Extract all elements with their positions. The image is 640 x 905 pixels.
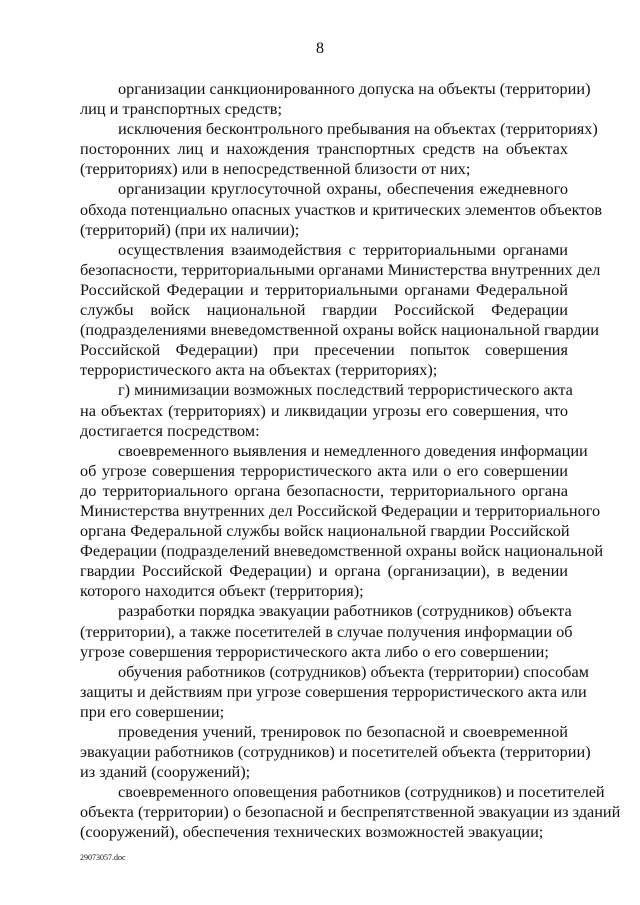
paragraph [80, 722, 591, 782]
paragraph-line: осуществления взаимодействия с территориальными органами [118, 239, 568, 259]
paragraph [80, 119, 598, 179]
paragraph-line: (подразделениями вневедомственной охраны войск национальной гвардии [80, 320, 600, 340]
paragraph [80, 79, 591, 119]
paragraph-line: гвардии Российской Федерации) и органа (организации), в ведении [80, 561, 568, 581]
paragraph-line: (территории), а также посетителей в случае получения информации об [80, 621, 573, 641]
paragraph [80, 239, 601, 381]
document-body [80, 79, 621, 843]
paragraph-line: безопасности, территориальными органами Министерства внутренних дел [80, 259, 601, 279]
paragraph [80, 179, 603, 239]
paragraph-line: Федерации (подразделений вневедомственной охраны войск национальной [80, 541, 604, 561]
paragraph-line: организации санкционированного допуска на объекты (территории) [118, 79, 591, 98]
paragraph-line: организации круглосуточной охраны, обеспечения ежедневного [118, 179, 568, 199]
paragraph [80, 440, 604, 602]
paragraph-line: своевременного выявления и немедленного доведения информации [118, 440, 588, 460]
paragraph-line: до территориального органа безопасности, территориального органа [80, 480, 568, 500]
paragraph-line: Российской Федерации) при пресечении попыток совершения [80, 340, 568, 360]
paragraph-line: обучения работников (сотрудников) объекта (территории) способам [118, 661, 589, 681]
paragraph-line: органа Федеральной службы войск национальной гвардии Российской [80, 521, 570, 541]
paragraph-line: объекта (территории) о безопасной и беспрепятственной эвакуации из зданий [80, 802, 621, 822]
paragraph [80, 661, 589, 722]
paragraph-line: на объектах (территориях) и ликвидации угрозы его совершения, что [80, 400, 568, 420]
paragraph-line: службы войск национальной гвардии Российской Федерации [80, 300, 568, 320]
paragraph-line: (территориях) или в непосредственной близости от них; [80, 159, 471, 179]
paragraph-line: (сооружений), обеспечения технических возможностей эвакуации; [80, 822, 544, 842]
paragraph-line: угрозе совершения террористического акта либо о его совершении; [80, 641, 549, 661]
paragraph-line: посторонних лиц и нахождения транспортных средств на объектах [80, 139, 568, 159]
paragraph-line: своевременного оповещения работников (сотрудников) и посетителей [118, 782, 605, 802]
paragraph-line: Министерства внутренних дел Российской Федерации и территориального [80, 500, 601, 520]
paragraph-line: Российской Федерации и территориальными органами Федеральной [80, 279, 568, 299]
paragraph-line: г) минимизации возможных последствий террористического акта [118, 380, 573, 400]
paragraph [80, 782, 621, 842]
paragraph-line: эвакуации работников (сотрудников) и посетителей объекта (территории) [80, 742, 591, 762]
paragraph-line: при его совершении; [80, 701, 225, 721]
paragraph-line: об угрозе совершения террористического акта или о его совершении [80, 460, 568, 480]
paragraph-line: (территорий) (при их наличии); [80, 219, 300, 239]
paragraph-line: которого находится объект (территория); [80, 581, 364, 601]
paragraph-line: проведения учений, тренировок по безопасной и своевременной [118, 722, 568, 741]
paragraph [80, 380, 573, 440]
paragraph-line: исключения бесконтрольного пребывания на объектах (территориях) [118, 119, 598, 139]
footer-filename: 29073057.doc [80, 853, 126, 862]
paragraph [80, 601, 573, 661]
paragraph-line: террористического акта на объектах (территориях); [80, 360, 438, 380]
paragraph-line: обхода потенциально опасных участков и критических элементов объектов [80, 199, 603, 219]
paragraph-line: достигается посредством: [80, 420, 260, 440]
page-number: 8 [316, 40, 324, 57]
paragraph-line: из зданий (сооружений); [80, 762, 251, 782]
paragraph-line: защиты и действиям при угрозе совершения террористического акта или [80, 681, 587, 701]
paragraph-line: лиц и транспортных средств; [80, 99, 282, 119]
paragraph-line: разработки порядка эвакуации работников (сотрудников) объекта [118, 601, 572, 621]
